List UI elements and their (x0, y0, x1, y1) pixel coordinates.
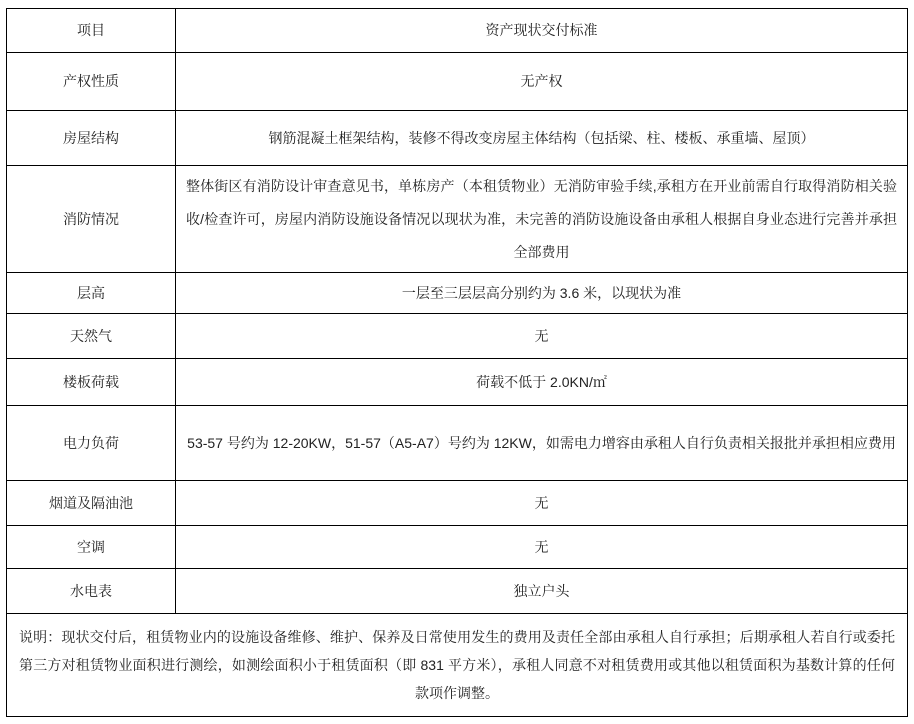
note-cell: 说明：现状交付后，租赁物业内的设施设备维修、维护、保养及日常使用发生的费用及责任全部由承租人自行承担；后期承租人若自行或委托第三方对租赁物业面积进行测绘，如测绘面积小于租赁面积（即 831 平方米），承租人同意不对租赁费用或其他以租赁面积为基数计算的任何款项作调整。 (7, 614, 908, 717)
row-value-cell: 荷载不低于 2.0KN/㎡ (176, 359, 908, 406)
header-value-cell: 资产现状交付标准 (176, 9, 908, 53)
table-note-row (7, 614, 908, 717)
table-row-utility-meters (7, 569, 908, 614)
row-value-cell: 无 (176, 314, 908, 359)
row-value-cell: 无 (176, 526, 908, 569)
table-row-floor-height (7, 273, 908, 314)
row-label-cell: 空调 (7, 526, 176, 569)
table-row-fire-safety (7, 166, 908, 273)
table-row-air-conditioning (7, 526, 908, 569)
row-label-cell: 天然气 (7, 314, 176, 359)
row-label-cell: 楼板荷载 (7, 359, 176, 406)
asset-delivery-standard-table (6, 8, 908, 717)
row-value-cell: 无产权 (176, 53, 908, 111)
row-value-cell: 整体街区有消防设计审查意见书，单栋房产（本租赁物业）无消防审验手续,承租方在开业前需自行取得消防相关验收/检查许可，房屋内消防设施设备情况以现状为准，未完善的消防设施设备由承租人根据自身业态进行完善并承担全部费用 (176, 166, 908, 273)
table-row-power-load (7, 406, 908, 481)
row-label-cell: 消防情况 (7, 166, 176, 273)
table-row-property-rights (7, 53, 908, 111)
row-label-cell: 房屋结构 (7, 111, 176, 166)
row-value-cell: 钢筋混凝土框架结构，装修不得改变房屋主体结构（包括梁、柱、楼板、承重墙、屋顶） (176, 111, 908, 166)
row-value-cell: 无 (176, 481, 908, 526)
table-row-building-structure (7, 111, 908, 166)
row-label-cell: 水电表 (7, 569, 176, 614)
table-row-flue-grease-trap (7, 481, 908, 526)
row-value-cell: 一层至三层层高分别约为 3.6 米，以现状为准 (176, 273, 908, 314)
table-row-natural-gas (7, 314, 908, 359)
row-label-cell: 烟道及隔油池 (7, 481, 176, 526)
row-value-cell: 独立户头 (176, 569, 908, 614)
row-value-cell: 53-57 号约为 12-20KW，51-57（A5-A7）号约为 12KW，如需电力增容由承租人自行负责相关报批并承担相应费用 (176, 406, 908, 481)
row-label-cell: 电力负荷 (7, 406, 176, 481)
header-label-cell: 项目 (7, 9, 176, 53)
row-label-cell: 层高 (7, 273, 176, 314)
table-header-row (7, 9, 908, 53)
row-label-cell: 产权性质 (7, 53, 176, 111)
table-row-floor-load (7, 359, 908, 406)
